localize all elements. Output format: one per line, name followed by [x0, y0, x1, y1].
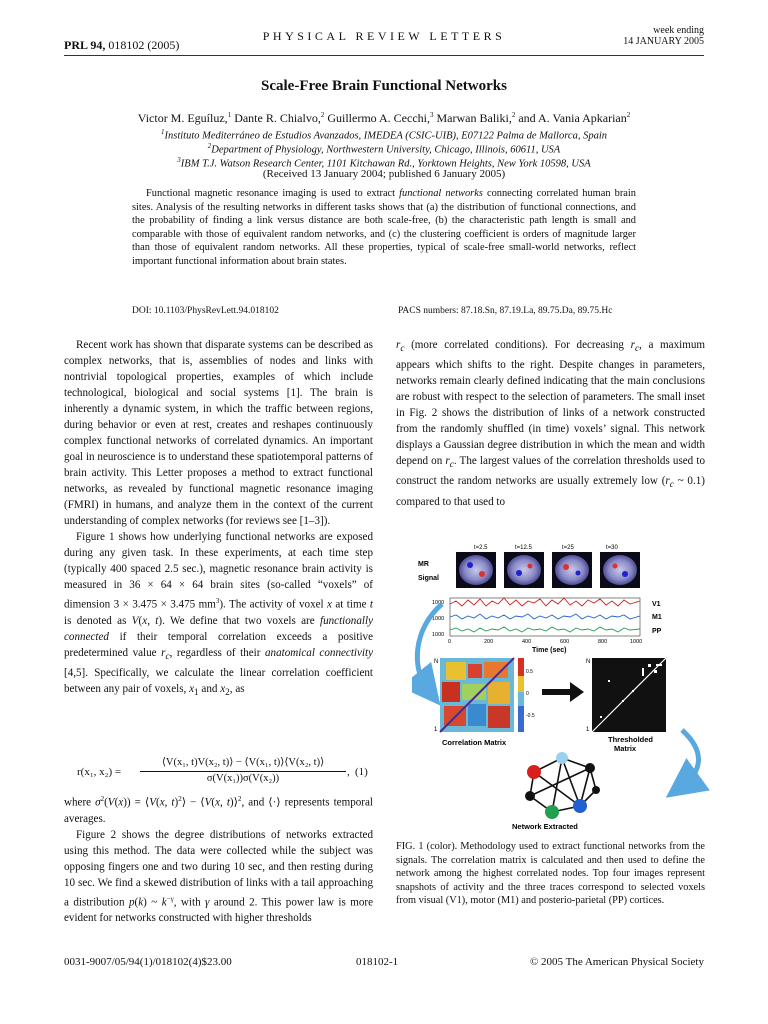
- x-tick: 0: [448, 639, 452, 645]
- figure-caption: FIG. 1 (color). Methodology used to extract functional networks from the signals. The correlation matrix is calculated and then used to define the network among the highest correlated nodes. Top four images represent snapshots of activity and the three traces correspond to selected voxels from visual (V1), motor (M1) and posterio-parietal (PP) cortices.: [396, 841, 705, 907]
- x-tick: 400: [522, 639, 532, 645]
- figure-1: [412, 540, 712, 832]
- equation-denominator: σ(V(x₁))σ(V(x₂)): [206, 773, 280, 784]
- equation-1: r(x₁, x₂) = ⟨V(x₁, t)V(x₂, t)⟩ − ⟨V(x₁, t)⟩⟨V(x₂, t)⟩ σ(V(x₁))σ(V(x₂)) , (1): [77, 757, 368, 784]
- colorbar-tick: 0.5: [526, 669, 533, 675]
- affiliation-2: $^2$Department of Physiology, Northwestern University, Chicago, Illinois, 60611, USA: [207, 142, 561, 156]
- network-node: [556, 752, 568, 764]
- trace-pp: [450, 627, 640, 632]
- matrix-n-label: N: [434, 659, 439, 665]
- x-tick: 200: [484, 639, 494, 645]
- network-node: [592, 786, 600, 794]
- time-label: t=2.5: [474, 545, 488, 551]
- correlation-matrix-label: Correlation Matrix: [442, 738, 507, 747]
- trace-label-pp: PP: [652, 628, 662, 635]
- mr-label: MR: [418, 561, 429, 568]
- page-number: 018102-1: [356, 956, 399, 968]
- equation-number: (1): [355, 766, 368, 778]
- x-tick: 1000: [630, 639, 643, 645]
- paragraph-method: Figure 1 shows how underlying functional networks are exposed during any given task. In these experiments, at each time step (typically 400 spaced 2.5 sec.), magnetic resonance brain activity is measured in 36 × 64 × 64 brain sites (so-called “voxels” of dimension 3 × 3.475 × 3.475 $mm^3$). The activity of voxel x at time t is denoted as V(x, t). We define that two voxels are functionally connected if their temporal correlation exceeds a positive predetermined value $r_c$, regardless of their anatomical connectivity [4,5]. Specifically, we calculate the linear correlation coefficient between any pair of voxels, $x_1$ and $x_2$, as: [64, 531, 374, 699]
- network-node: [545, 805, 559, 819]
- y-tick: 1000: [432, 632, 445, 638]
- network-graph: [512, 752, 600, 831]
- time-label: t=30: [606, 545, 618, 551]
- journal-name: PHYSICAL REVIEW LETTERS: [262, 29, 506, 43]
- time-axis-label: Time (sec): [532, 647, 567, 654]
- header-rule: [64, 55, 704, 56]
- network-node: [525, 791, 535, 801]
- time-label: t=12.5: [515, 545, 532, 551]
- colorbar-tick: -0.5: [526, 713, 535, 719]
- time-label: t=25: [562, 545, 574, 551]
- doi[interactable]: DOI: 10.1103/PhysRevLett.94.018102: [132, 306, 279, 316]
- thr-n-label: N: [586, 659, 591, 665]
- footer-code: 0031-9007/05/94(1)/018102(4)$23.00: [64, 956, 232, 968]
- author-list: Victor M. Eguíluz,$^1$ Dante R. Chialvo,$^2$ Guillermo A. Cecchi,$^3$ Marwan Baliki,$^2$ and A. Vania Apkarian$^2$: [137, 111, 631, 125]
- colorbar-tick: 0: [526, 691, 529, 697]
- equation-fraction-bar: [140, 771, 346, 772]
- issue-date-value: 14 JANUARY 2005: [623, 36, 704, 47]
- signal-traces: [432, 598, 662, 654]
- paragraph-sigma: where $\sigma^2(V(x))$ = ⟨V(x, t)$^2$⟩ − ⟨V(x, t)⟩$^2$, and ⟨·⟩ represents temporal averages.: [64, 795, 374, 825]
- equation-numerator: ⟨V(x₁, t)V(x₂, t)⟩ − ⟨V(x₁, t)⟩⟨V(x₂, t)⟩: [161, 757, 325, 768]
- correlation-matrix: [434, 658, 535, 747]
- paragraph-degree: Figure 2 shows the degree distributions of networks extracted using this method. The data were collected while the subject was opposing fingers one and two during 10 sec, and then resting during 10 sec. We find a skewed distribution of links with a tail approaching a distribution p(k) ~ $k^{-\gamma}$, with γ around 2. This power law is more evident for networks constructed with higher thresholds: [64, 828, 374, 925]
- x-tick: 800: [598, 639, 608, 645]
- thresholded-label-1: Thresholded: [608, 735, 654, 744]
- trace-label-m1: M1: [652, 614, 662, 621]
- trace-label-v1: V1: [652, 601, 661, 608]
- thresholded-label-2: Matrix: [614, 744, 637, 753]
- left-column-continued: [64, 791, 373, 926]
- trace-m1: [450, 614, 640, 619]
- y-tick: 1000: [432, 600, 445, 606]
- matrix-one-label: 1: [434, 727, 438, 733]
- affiliation-3: $^3$IBM T.J. Watson Research Center, 1101 Kitchawan Rd., Yorktown Heights, New York 10598, USA: [177, 156, 591, 170]
- journal-reference: PRL 94, 018102 (2005): [64, 38, 180, 52]
- issue-date: [623, 25, 704, 47]
- received-dates: (Received 13 January 2004; published 6 January 2005): [262, 168, 506, 180]
- affiliation-1: $^1$Instituto Mediterráneo de Estudios Avanzados, IMEDEA (CSIC-UIB), E07122 Palma de Mallorca, Spain: [160, 128, 607, 142]
- network-node: [573, 799, 587, 813]
- network-node: [527, 765, 541, 779]
- abstract-text: Functional magnetic resonance imaging is used to extract functional networks connecting correlated human brain sites. Analysis of the resulting networks in different tasks shows that (a) the distribution of functional connections, and the probability of finding a link versus distance are both scale-free, (b) the characteristic path length is small and comparable with those of equivalent random networks, and (c) the clustering coefficient is orders of magnitude larger than those of equivalent random networks. All these properties, typical of scale-free small-world networks, reflect important functional information about brain states.: [132, 188, 636, 267]
- abstract: [132, 187, 636, 268]
- x-tick: 600: [560, 639, 570, 645]
- right-column: [396, 337, 705, 510]
- y-tick: 1000: [432, 616, 445, 622]
- thr-one-label: 1: [586, 727, 590, 733]
- paragraph-intro: Recent work has shown that disparate systems can be described as complex networks, that is, assemblies of nodes and links with nontrivial topological properties, examples of which include technological, biological and social systems [1]. The brain is inherently a dynamic system, in which the traffic between regions, during behavior or even at rest, creates and reshapes continuously complex functional networks of correlated dynamics. An important goal in neuroscience is to understand these spatiotemporal patterns of brain activity. This Letter proposes a method to extract functional networks, as revealed by functional magnetic resonance imaging (FMRI) in humans, and analyze them in the context of the current understanding of complex networks (for reviews see [1–3]).: [64, 339, 373, 527]
- left-column: [64, 337, 373, 701]
- arrow-to-network: [682, 730, 699, 786]
- thresholded-matrix: [586, 658, 666, 753]
- mr-snapshots: [456, 552, 640, 588]
- network-extracted-label: Network Extracted: [512, 822, 578, 831]
- paragraph-threshold: $r_c$ (more correlated conditions). For decreasing $r_c$, a maximum appears which shifts to the right. Despite changes in parameters, networks remain clearly defined indicating that the main conclusions are robust with respect to the selection of parameters. The small inset in Fig. 2 shows the distribution of links of a network constructed from the randomly shuffled (in time) voxels’ signal. This network displays a Gaussian degree distribution in which the mean and width depend on $r_c$. The largest values of the correlation thresholds used to construct the random networks are usually extremely low ($r_c$ ~ 0.1) compared to that used to: [396, 339, 705, 508]
- trace-v1: [450, 598, 640, 606]
- week-ending-label: week ending: [653, 25, 704, 36]
- network-node: [585, 763, 595, 773]
- copyright: © 2005 The American Physical Society: [529, 956, 704, 968]
- signal-label: Signal: [418, 575, 440, 582]
- pacs-numbers: PACS numbers: 87.18.Sn, 87.19.La, 89.75.Da, 89.75.Hc: [398, 306, 613, 316]
- equation-lhs: r(x₁, x₂) =: [77, 766, 122, 778]
- paper-title: Scale-Free Brain Functional Networks: [261, 78, 507, 94]
